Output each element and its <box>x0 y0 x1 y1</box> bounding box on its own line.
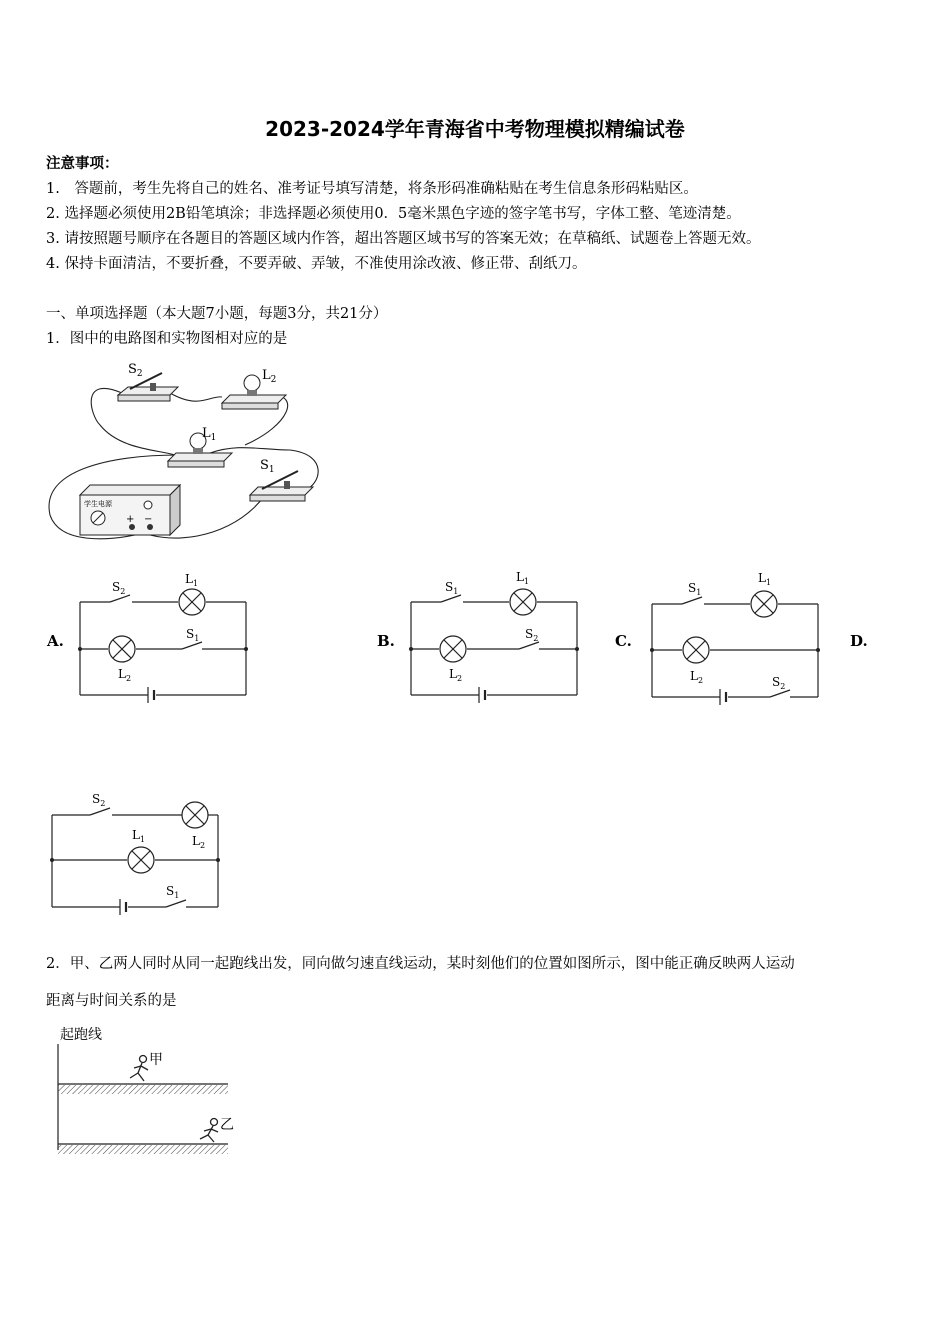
track-hatch-2 <box>58 1145 228 1154</box>
label-l2: $L_2$ <box>192 834 206 850</box>
circuit-a[interactable] <box>70 565 260 705</box>
runner-a-icon <box>130 1056 148 1082</box>
label-l1: $L_1$ <box>132 828 146 844</box>
circuit-c[interactable] <box>642 565 832 705</box>
power-supply-label: 学生电源 <box>84 500 112 508</box>
label-s2: $S_2$ <box>112 580 126 596</box>
race-figure <box>48 1022 248 1162</box>
label-s2: $S_2$ <box>772 675 786 691</box>
option-b-label[interactable]: B. <box>377 632 395 650</box>
circuit-b[interactable] <box>401 565 591 705</box>
page-title: 2023-2024学年青海省中考物理模拟精编试卷 <box>265 117 685 141</box>
question-2-line-1: 2．甲、乙两人同时从同一起跑线出发，同向做匀速直线运动，某时刻他们的位置如图所示，图中能正确反映两人运动 <box>46 956 795 972</box>
option-d-label[interactable]: D. <box>850 632 868 650</box>
notice-heading: 注意事项： <box>46 155 119 172</box>
runner-a-label: 甲 <box>149 1052 163 1068</box>
plus-label: + <box>126 514 135 525</box>
label-s1: $S_1$ <box>186 627 200 643</box>
minus-label: − <box>144 514 153 525</box>
label-l2: $L_2$ <box>690 669 704 685</box>
label-l2-physical: $L_2$ <box>262 368 277 385</box>
label-s1: $S_1$ <box>445 580 459 596</box>
track-hatch-1 <box>58 1085 228 1094</box>
physical-circuit-figure <box>40 355 330 550</box>
label-l1: $L_1$ <box>516 570 530 586</box>
notice-item-2: 2. 选择题必须使用2B铅笔填涂；非选择题必须使用0．5毫米黑色字迹的签字笔书写，字体工整、笔迹清楚。 <box>46 206 741 222</box>
circuit-d[interactable] <box>42 785 232 920</box>
switch-s1-device <box>250 471 313 501</box>
label-s1-physical: $S_1$ <box>260 458 275 475</box>
label-s1: $S_1$ <box>688 581 702 597</box>
label-s1: $S_1$ <box>166 884 180 900</box>
notice-item-4: 4. 保持卡面清洁，不要折叠，不要弄破、弄皱，不准使用涂改液、修正带、刮纸刀。 <box>46 256 587 272</box>
label-s2-physical: $S_2$ <box>128 362 143 379</box>
runner-b-label: 乙 <box>220 1117 234 1133</box>
runner-b-icon <box>200 1119 218 1143</box>
label-l2: $L_2$ <box>449 667 463 683</box>
power-supply-device <box>80 485 180 535</box>
wire <box>170 393 222 401</box>
switch-s2-device <box>118 373 178 401</box>
question-1-text: 1．图中的电路图和实物图相对应的是 <box>46 331 288 347</box>
label-l1: $L_1$ <box>758 571 772 587</box>
lamp-l2-device <box>222 375 286 409</box>
notice-item-1: 1. 答题前，考生先将自己的姓名、准考证号填写清楚，将条形码准确粘贴在考生信息条形码粘贴区。 <box>46 181 698 197</box>
label-l1: $L_1$ <box>185 572 199 588</box>
label-l2: $L_2$ <box>118 667 132 683</box>
notice-item-3: 3. 请按照题号顺序在各题目的答题区域内作答，超出答题区域书写的答案无效；在草稿纸、试题卷上答题无效。 <box>46 231 761 247</box>
label-l1-physical: $L_1$ <box>202 426 217 443</box>
section-heading: 一、单项选择题（本大题7小题，每题3分，共21分） <box>46 306 388 322</box>
option-c-label[interactable]: C. <box>615 632 632 650</box>
label-s2: $S_2$ <box>525 627 539 643</box>
start-line-label: 起跑线 <box>60 1027 102 1043</box>
label-s2: $S_2$ <box>92 792 106 808</box>
option-a-label[interactable]: A. <box>47 632 64 650</box>
question-2-line-2: 距离与时间关系的是 <box>46 993 177 1009</box>
